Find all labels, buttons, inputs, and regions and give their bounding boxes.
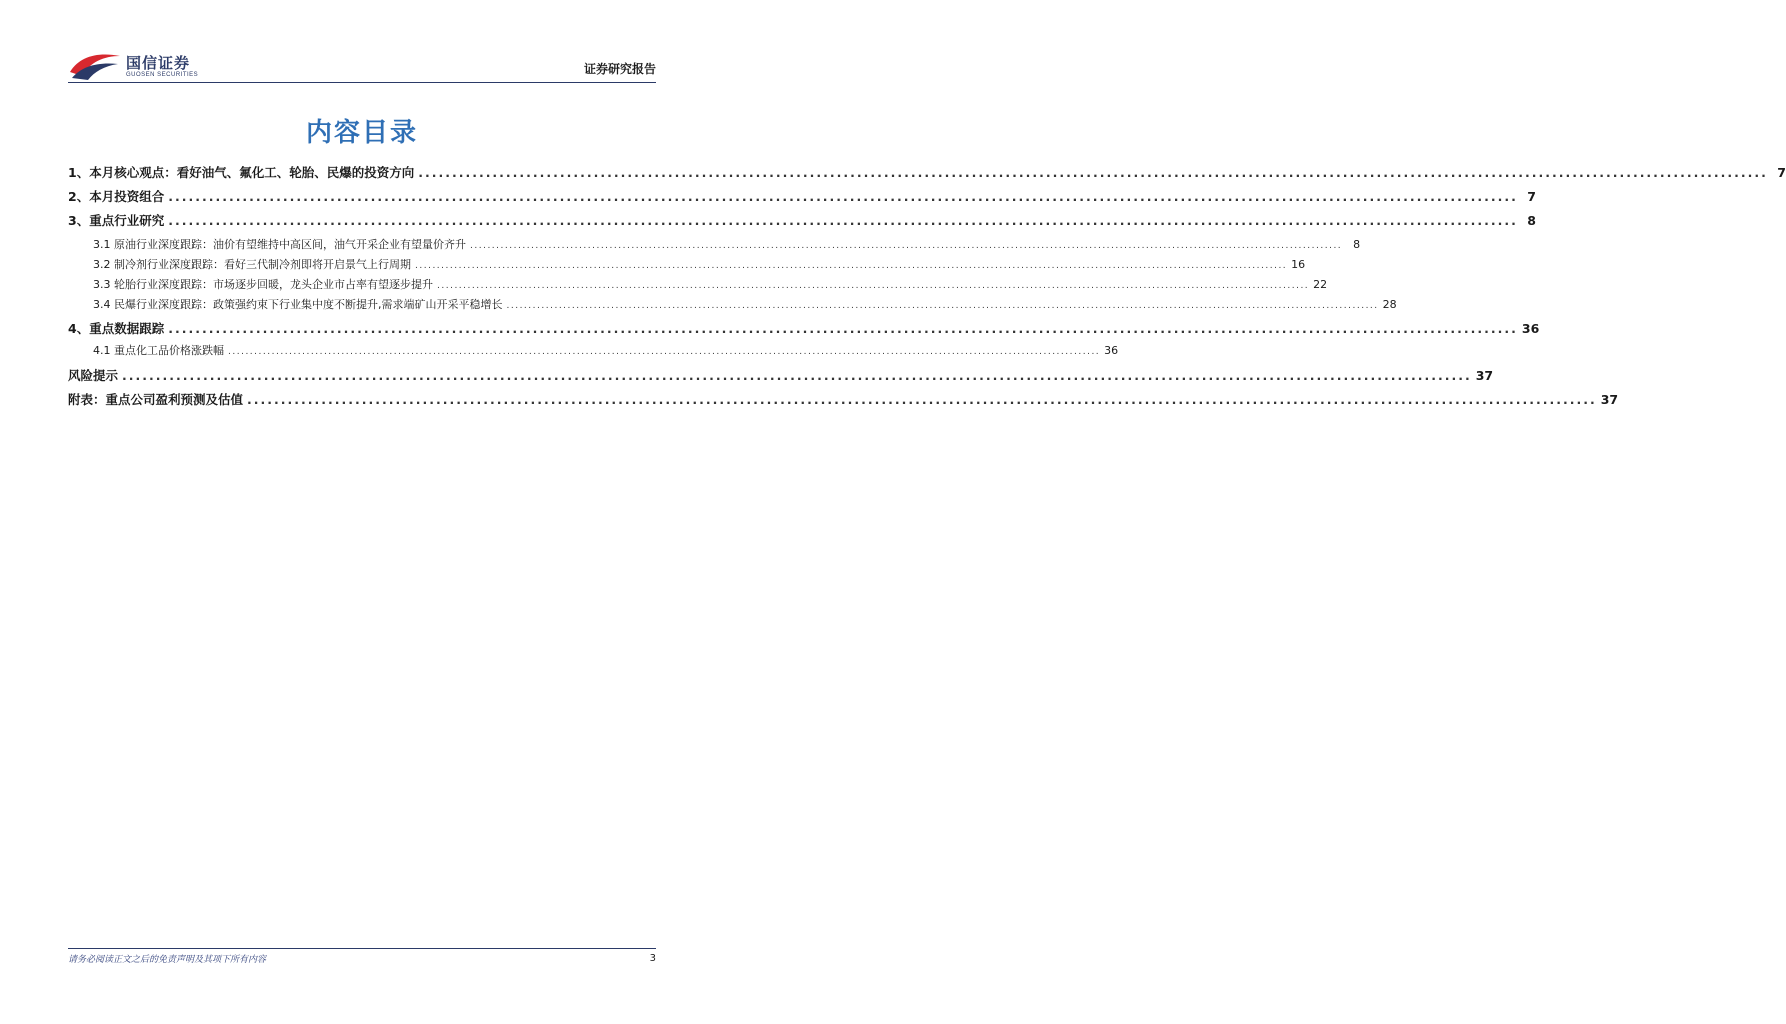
- toc-entry-page: 7: [1777, 165, 1786, 180]
- toc-entry-page: 37: [1600, 392, 1619, 407]
- disclaimer-note: 请务必阅读正文之后的免责声明及其项下所有内容: [68, 955, 267, 965]
- toc-entry-title: 4、重点数据跟踪: [68, 321, 165, 336]
- toc-entry-title: 3.2 制冷剂行业深度跟踪：看好三代制冷剂即将开启景气上行周期: [93, 258, 411, 271]
- toc-entry[interactable]: [68, 366, 1494, 384]
- toc-entry-title: 3.1 原油行业深度跟踪：油价有望维持中高区间，油气开采企业有望量价齐升: [93, 238, 466, 251]
- toc-entry-page: 37: [1475, 368, 1494, 383]
- guosen-logo: [68, 50, 268, 86]
- toc-entry[interactable]: [68, 390, 1619, 408]
- page-number: 3: [649, 953, 656, 964]
- toc-leader-dots: ........................................................................................................................................................................................................: [418, 165, 1768, 180]
- toc-entry-page: 22: [1313, 278, 1328, 291]
- toc-leader-dots: ........................................................................................................................................................................................................: [506, 301, 1379, 311]
- toc-entry[interactable]: [68, 319, 1540, 337]
- toc-leader-dots: ........................................................................................................................................................................................................: [122, 368, 1472, 383]
- logo-english-name: GUOSEN SECURITIES: [126, 72, 199, 78]
- toc-leader-dots: ........................................................................................................................................................................................................: [168, 189, 1518, 204]
- toc-entry[interactable]: [68, 276, 1328, 292]
- logo-chinese-name: 国信证券: [126, 54, 191, 72]
- toc-entry-title: 3.4 民爆行业深度跟踪：政策强约束下行业集中度不断提升,需求端矿山开采平稳增长: [93, 298, 503, 311]
- toc-leader-dots: ........................................................................................................................................................................................................: [470, 241, 1343, 251]
- header-divider: [68, 82, 656, 83]
- toc-entry-title: 4.1 重点化工品价格涨跌幅: [93, 344, 224, 357]
- toc-leader-dots: ........................................................................................................................................................................................................: [415, 261, 1288, 271]
- toc-entry[interactable]: [68, 236, 1361, 252]
- toc-entry[interactable]: [68, 163, 1786, 181]
- toc-entry-title: 附表：重点公司盈利预测及估值: [68, 392, 244, 407]
- toc-entry-title: 3、重点行业研究: [68, 213, 165, 228]
- guosen-logo-icon: [68, 50, 122, 80]
- toc-entry-page: 7: [1527, 189, 1536, 204]
- toc-leader-dots: ........................................................................................................................................................................................................: [168, 321, 1518, 336]
- toc-entry[interactable]: [68, 256, 1306, 272]
- toc-entry-page: 8: [1353, 238, 1361, 251]
- footer-divider: [68, 948, 656, 949]
- toc-leader-dots: ........................................................................................................................................................................................................: [168, 213, 1518, 228]
- toc-entry-page: 16: [1291, 258, 1306, 271]
- toc-entry-title: 风险提示: [68, 368, 119, 383]
- toc-entry-title: 3.3 轮胎行业深度跟踪：市场逐步回暖，龙头企业市占率有望逐步提升: [93, 278, 433, 291]
- report-type-label: 证券研究报告: [583, 62, 656, 76]
- toc-entry[interactable]: [68, 296, 1397, 312]
- toc-entry-page: 8: [1527, 213, 1536, 228]
- toc-leader-dots: ........................................................................................................................................................................................................: [228, 347, 1101, 357]
- toc-entry-title: 1、本月核心观点：看好油气、氟化工、轮胎、民爆的投资方向: [68, 165, 415, 180]
- toc-title: 内容目录: [305, 118, 418, 148]
- page-header: [68, 50, 656, 86]
- toc-leader-dots: ........................................................................................................................................................................................................: [247, 392, 1597, 407]
- toc-leader-dots: ........................................................................................................................................................................................................: [437, 281, 1310, 291]
- toc-entry-page: 36: [1104, 344, 1119, 357]
- toc-entry[interactable]: [68, 342, 1119, 358]
- toc-entry[interactable]: [68, 187, 1536, 205]
- toc-entry-title: 2、本月投资组合: [68, 189, 165, 204]
- toc-entry-page: 36: [1521, 321, 1540, 336]
- toc-entry-page: 28: [1382, 298, 1397, 311]
- toc-entry[interactable]: [68, 211, 1536, 229]
